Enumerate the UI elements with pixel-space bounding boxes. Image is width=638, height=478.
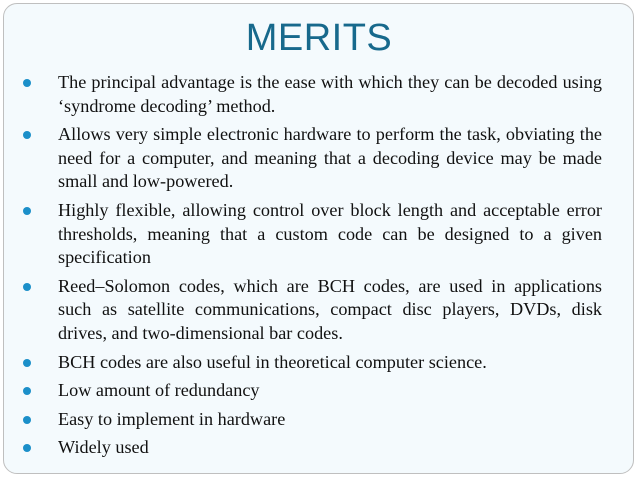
bullet-text: Easy to implement in hardware <box>58 408 286 429</box>
bullet-item <box>22 436 602 460</box>
bullet-list <box>22 71 602 465</box>
slide-title: MERITS <box>245 17 393 59</box>
bullet-text: Low amount of redundancy <box>58 380 260 401</box>
bullet-text: Widely used <box>58 437 149 458</box>
bullet-item <box>22 275 602 346</box>
bullet-icon <box>23 207 31 215</box>
bullet-icon <box>23 359 31 367</box>
bullet-text: The principal advantage is the ease with which they can be decoded using ‘syndrome decoding’ method. <box>58 72 602 116</box>
bullet-icon <box>23 283 31 291</box>
bullet-icon <box>23 387 31 395</box>
bullet-text: Reed–Solomon codes, which are BCH codes, are used in applications such as satellite communications, compact disc players, DVDs, disk drives, and two-dimensional bar codes. <box>58 275 602 343</box>
bullet-item <box>22 408 602 432</box>
bullet-icon <box>23 79 31 87</box>
bullet-item <box>22 199 602 270</box>
bullet-item <box>22 71 602 118</box>
bullet-text: Allows very simple electronic hardware to perform the task, obviating the need for a computer, and meaning that a decoding device may be made small and low-powered. <box>58 124 602 192</box>
bullet-icon <box>23 416 31 424</box>
bullet-item <box>22 379 602 403</box>
bullet-item <box>22 351 602 375</box>
bullet-item <box>22 123 602 194</box>
bullet-icon <box>23 131 31 139</box>
bullet-text: Highly flexible, allowing control over block length and acceptable error thresholds, meaning that a custom code can be designed to a given specification <box>58 199 602 268</box>
bullet-text: BCH codes are also useful in theoretical computer science. <box>58 351 487 372</box>
bullet-icon <box>23 444 31 452</box>
